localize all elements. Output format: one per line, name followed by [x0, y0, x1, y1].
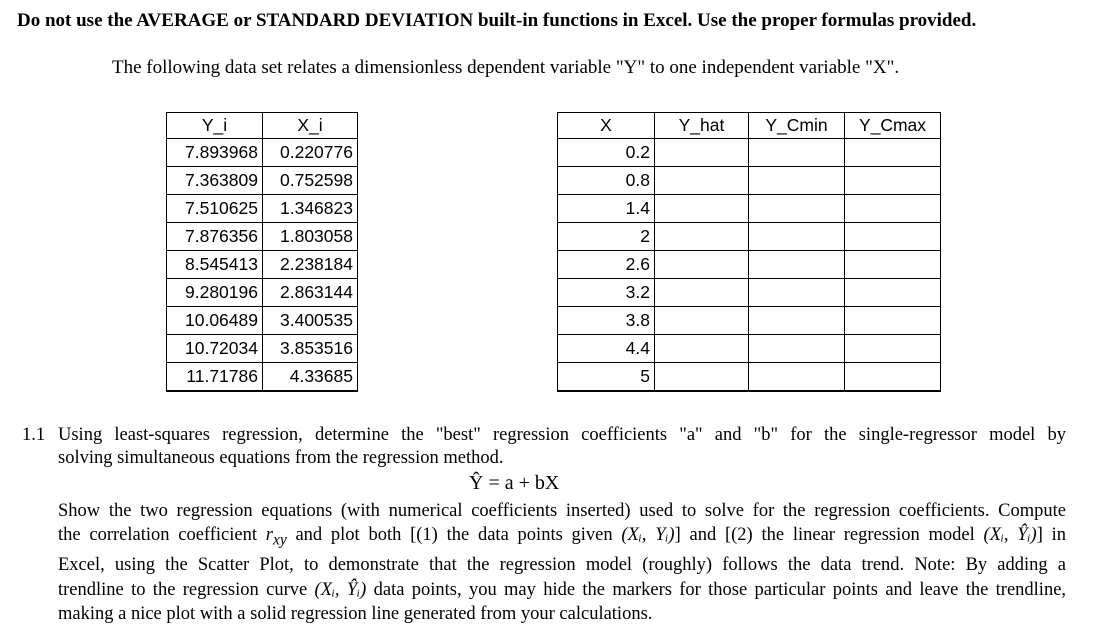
table-row	[167, 307, 358, 335]
table-row	[167, 335, 358, 363]
table-row	[558, 363, 941, 392]
text-fragment: trendline to the regression curve	[58, 579, 308, 600]
table-row	[167, 279, 358, 307]
x-i-cell[interactable]: 3.853516	[263, 335, 358, 363]
model-pair: (Xᵢ, Ŷᵢ)	[983, 525, 1037, 546]
y-cmax-cell[interactable]	[845, 363, 941, 392]
y-cmin-cell[interactable]	[749, 363, 845, 392]
header-y-i: Y_i	[167, 113, 263, 139]
header-y-hat: Y_hat	[655, 113, 749, 139]
paragraph-line	[58, 578, 1066, 602]
y-cmax-cell[interactable]	[845, 195, 941, 223]
y-hat-cell[interactable]	[655, 307, 749, 335]
x-cell[interactable]: 0.8	[558, 167, 655, 195]
y-hat-cell[interactable]	[655, 167, 749, 195]
question-text-line2: solving simultaneous equations from the regression method.	[58, 448, 504, 468]
table-row	[167, 195, 358, 223]
y-hat-cell[interactable]	[655, 251, 749, 279]
y-cmin-cell[interactable]	[749, 335, 845, 363]
x-i-cell[interactable]: 1.803058	[263, 223, 358, 251]
paragraph-line: Show the two regression equations (with numerical coefficients inserted) used to solve for the regression coefficients. Compute	[58, 501, 1066, 521]
header-y-cmax: Y_Cmax	[845, 113, 941, 139]
y-cmin-cell[interactable]	[749, 307, 845, 335]
y-i-cell[interactable]: 8.545413	[167, 251, 263, 279]
y-cmin-cell[interactable]	[749, 195, 845, 223]
paragraph-line	[58, 523, 1066, 553]
text-fragment: ] in	[1036, 525, 1067, 546]
data-set-table	[166, 112, 358, 392]
y-i-cell[interactable]: 10.06489	[167, 307, 263, 335]
y-cmax-cell[interactable]	[845, 279, 941, 307]
y-hat-cell[interactable]	[655, 223, 749, 251]
text-fragment: and plot both [(1) the data points given	[295, 525, 613, 546]
table-row	[558, 307, 941, 335]
y-i-cell[interactable]: 10.72034	[167, 335, 263, 363]
y-cmin-cell[interactable]	[749, 223, 845, 251]
y-hat-cell[interactable]	[655, 363, 749, 392]
table-row	[558, 335, 941, 363]
table-row	[167, 167, 358, 195]
x-i-cell[interactable]: 4.33685	[263, 363, 358, 392]
y-cmax-cell[interactable]	[845, 167, 941, 195]
y-cmin-cell[interactable]	[749, 251, 845, 279]
y-cmax-cell[interactable]	[845, 251, 941, 279]
table-row	[167, 251, 358, 279]
x-cell[interactable]: 1.4	[558, 195, 655, 223]
question-number: 1.1	[22, 425, 46, 445]
question-text-line1: Using least-squares regression, determine the "best" regression coefficients "a" and "b" for the single-regressor model by	[58, 425, 1066, 445]
text-fragment: the correlation coefficient	[58, 525, 258, 546]
intro-text: The following data set relates a dimensionless dependent variable "Y" to one independent variable "X".	[112, 57, 900, 78]
table-row	[558, 279, 941, 307]
header-y-cmin: Y_Cmin	[749, 113, 845, 139]
table-row	[167, 363, 358, 392]
regression-equation: Ŷ = a + bX	[469, 472, 560, 494]
x-i-cell[interactable]: 1.346823	[263, 195, 358, 223]
header-x-i: X_i	[263, 113, 358, 139]
x-i-cell[interactable]: 3.400535	[263, 307, 358, 335]
table-row	[167, 223, 358, 251]
x-cell[interactable]: 5	[558, 363, 655, 392]
header-x: X	[558, 113, 655, 139]
x-i-cell[interactable]: 0.220776	[263, 139, 358, 167]
x-cell[interactable]: 2	[558, 223, 655, 251]
y-i-cell[interactable]: 11.71786	[167, 363, 263, 392]
x-cell[interactable]: 3.2	[558, 279, 655, 307]
paragraph-line: Excel, using the Scatter Plot, to demonstrate that the regression model (roughly) follows the data trend. Note: By adding a	[58, 555, 1066, 576]
y-i-cell[interactable]: 7.363809	[167, 167, 263, 195]
text-fragment: ] and [(2) the linear regression model	[674, 525, 975, 546]
y-i-cell[interactable]: 7.876356	[167, 223, 263, 251]
y-cmin-cell[interactable]	[749, 167, 845, 195]
y-hat-cell[interactable]	[655, 335, 749, 363]
y-cmax-cell[interactable]	[845, 307, 941, 335]
x-cell[interactable]: 2.6	[558, 251, 655, 279]
y-cmin-cell[interactable]	[749, 139, 845, 167]
instruction-heading: Do not use the AVERAGE or STANDARD DEVIATION built-in functions in Excel. Use the proper formulas provided.	[17, 10, 977, 31]
y-cmax-cell[interactable]	[845, 139, 941, 167]
question-paragraph	[58, 499, 1066, 626]
x-cell[interactable]: 3.8	[558, 307, 655, 335]
table-row	[558, 251, 941, 279]
model-pair: (Xᵢ, Ŷᵢ)	[314, 579, 367, 600]
regression-calc-table	[557, 112, 941, 392]
y-cmax-cell[interactable]	[845, 335, 941, 363]
y-hat-cell[interactable]	[655, 279, 749, 307]
x-i-cell[interactable]: 2.863144	[263, 279, 358, 307]
table-row	[558, 139, 941, 167]
table-row	[558, 167, 941, 195]
x-i-cell[interactable]: 2.238184	[263, 251, 358, 279]
table-row	[558, 195, 941, 223]
y-hat-cell[interactable]	[655, 139, 749, 167]
correlation-symbol: $r_{xy}$	[265, 525, 287, 549]
y-i-cell[interactable]: 7.893968	[167, 139, 263, 167]
y-hat-cell[interactable]	[655, 195, 749, 223]
x-i-cell[interactable]: 0.752598	[263, 167, 358, 195]
y-i-cell[interactable]: 9.280196	[167, 279, 263, 307]
y-i-cell[interactable]: 7.510625	[167, 195, 263, 223]
y-cmax-cell[interactable]	[845, 223, 941, 251]
paragraph-line: making a nice plot with a solid regression line generated from your calculations.	[58, 603, 653, 624]
y-cmin-cell[interactable]	[749, 279, 845, 307]
table-row	[558, 223, 941, 251]
table-row	[167, 139, 358, 167]
x-cell[interactable]: 4.4	[558, 335, 655, 363]
data-pair: (Xᵢ, Yᵢ)	[621, 525, 675, 546]
x-cell[interactable]: 0.2	[558, 139, 655, 167]
text-fragment: data points, you may hide the markers for those particular points and leave the trendline,	[373, 579, 1067, 600]
